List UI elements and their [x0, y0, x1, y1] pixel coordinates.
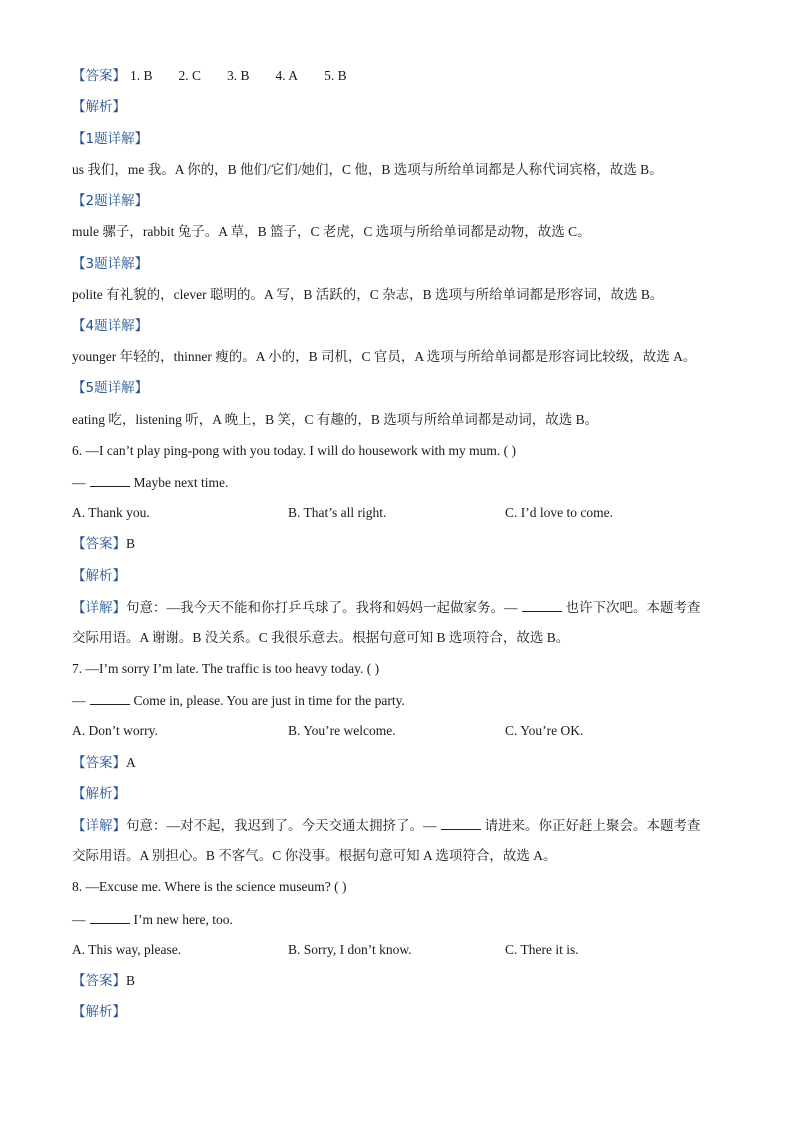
detail-header-1: 【1题详解】 — [72, 131, 149, 147]
question-8-answer — [72, 971, 135, 991]
answer-item: 2. C — [178, 68, 202, 83]
question-6-option-b: B. That’s all right. — [288, 505, 387, 520]
reply-text: Maybe next time. — [133, 475, 229, 490]
question-7-option-b: B. You’re welcome. — [288, 723, 396, 738]
answer-item: 5. B — [324, 68, 347, 83]
answer-value: A — [126, 755, 136, 770]
question-7-answer — [72, 753, 136, 773]
answer-value: B — [126, 536, 136, 551]
question-8-stem: 8. —Excuse me. Where is the science museum? ( ) — [72, 879, 347, 894]
question-8-reply — [72, 909, 233, 930]
detail-text: 请进来。你正好赶上聚会。本题考查 — [484, 818, 701, 833]
question-7-detail — [72, 815, 701, 836]
reply-dash: — — [72, 693, 86, 708]
answer-label: 【答案】 — [72, 973, 126, 989]
answer-blank — [90, 472, 130, 487]
detail-text-3: polite 有礼貌的，clever 聪明的。A 写，B 活跃的，C 杂志，B 选项与所给单词都是形容词，故选 B。 — [72, 287, 664, 302]
answer-label: 【答案】 — [72, 68, 126, 84]
answer-label: 【答案】 — [72, 536, 126, 552]
detail-text: 也许下次吧。本题考查 — [565, 600, 701, 615]
answer-item: 4. A — [275, 68, 299, 83]
answer-blank — [90, 690, 130, 705]
answer-item: 3. B — [227, 68, 250, 83]
reply-dash: — — [72, 912, 86, 927]
detail-text-4: younger 年轻的，thinner 瘦的。A 小的，B 司机，C 官员，A 选项与所给单词都是形容词比较级，故选 A。 — [72, 349, 697, 364]
question-7-option-a: A. Don’t worry. — [72, 723, 158, 738]
detail-header-3: 【3题详解】 — [72, 256, 149, 272]
question-8-option-c: C. There it is. — [505, 942, 579, 957]
detail-text: 句意：—我今天不能和你打乒乓球了。我将和妈妈一起做家务。— — [126, 600, 518, 615]
detail-header-2: 【2题详解】 — [72, 193, 149, 209]
question-6-analysis-label: 【解析】 — [72, 568, 126, 584]
detail-text-2: mule 骡子，rabbit 兔子。A 草，B 篮子，C 老虎，C 选项与所给单词都是动物，故选 C。 — [72, 224, 591, 239]
reply-text: I’m new here, too. — [133, 912, 233, 927]
question-6-detail-line2: 交际用语。A 谢谢。B 没关系。C 我很乐意去。根据句意可知 B 选项符合，故选 B。 — [72, 630, 570, 645]
reply-text: Come in, please. You are just in time for the party. — [133, 693, 405, 708]
detail-label: 【详解】 — [72, 600, 126, 616]
question-6-option-a: A. Thank you. — [72, 505, 150, 520]
detail-blank — [441, 815, 481, 830]
question-6-stem: 6. —I can’t play ping-pong with you today. I will do housework with my mum. ( ) — [72, 443, 516, 458]
analysis-label: 【解析】 — [72, 99, 126, 115]
question-7-option-c: C. You’re OK. — [505, 723, 584, 738]
detail-text-1: us 我们，me 我。A 你的，B 他们/它们/她们，C 他，B 选项与所给单词都是人称代词宾格，故选 B。 — [72, 162, 663, 177]
question-8-option-a: A. This way, please. — [72, 942, 182, 957]
question-8-option-b: B. Sorry, I don’t know. — [288, 942, 412, 957]
question-6-reply — [72, 472, 228, 493]
detail-text: 句意：—对不起，我迟到了。今天交通太拥挤了。— — [126, 818, 437, 833]
answer-key-1-5 — [72, 66, 347, 86]
question-7-analysis-label: 【解析】 — [72, 786, 126, 802]
question-8-analysis-label: 【解析】 — [72, 1004, 126, 1020]
answer-item: 1. B — [130, 68, 153, 83]
question-6-detail — [72, 597, 701, 618]
question-7-detail-line2: 交际用语。A 别担心。B 不客气。C 你没事。根据句意可知 A 选项符合，故选 A。 — [72, 848, 557, 863]
answer-label: 【答案】 — [72, 755, 126, 771]
answer-value: B — [126, 973, 136, 988]
question-7-stem: 7. —I’m sorry I’m late. The traffic is too heavy today. ( ) — [72, 661, 380, 676]
detail-label: 【详解】 — [72, 818, 126, 834]
question-6-option-c: C. I’d love to come. — [505, 505, 613, 520]
detail-blank — [522, 597, 562, 612]
detail-header-4: 【4题详解】 — [72, 318, 149, 334]
question-7-reply — [72, 690, 405, 711]
question-6-answer — [72, 534, 135, 554]
reply-dash: — — [72, 475, 86, 490]
detail-header-5: 【5题详解】 — [72, 380, 149, 396]
detail-text-5: eating 吃，listening 听，A 晚上，B 笑，C 有趣的，B 选项与所给单词都是动词，故选 B。 — [72, 412, 599, 427]
answer-blank — [90, 909, 130, 924]
